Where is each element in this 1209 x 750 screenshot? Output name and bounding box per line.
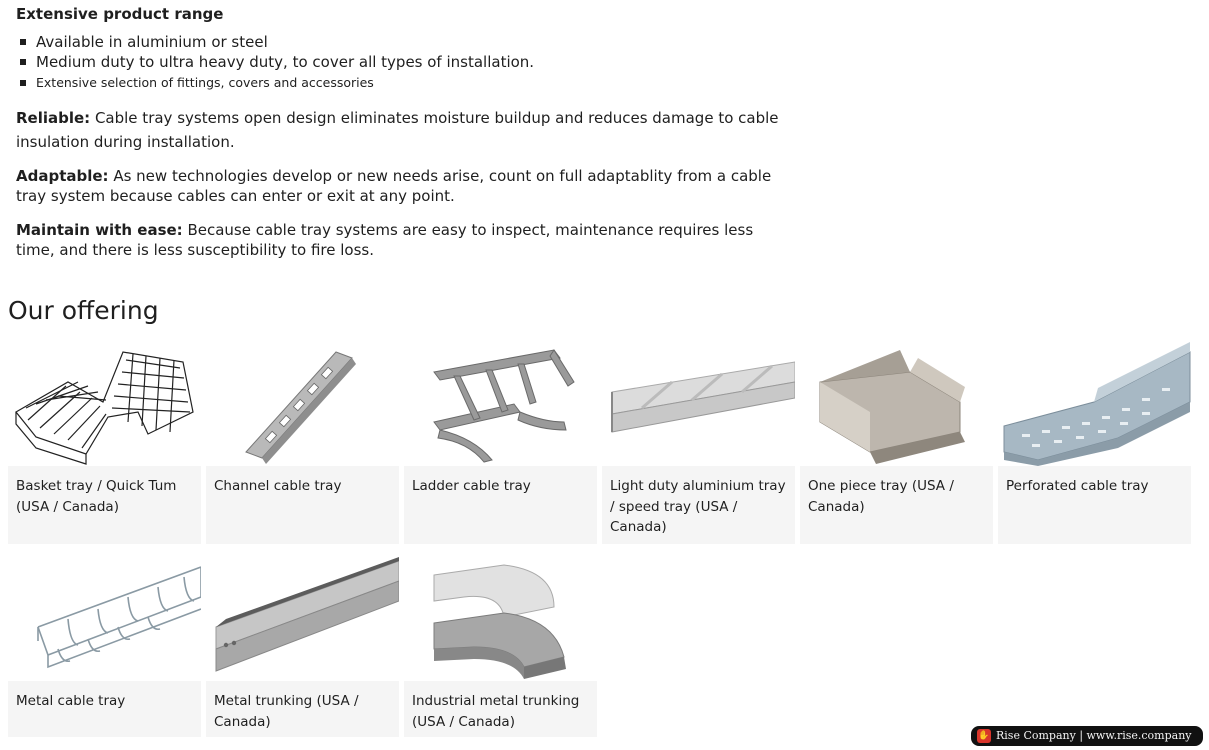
list-item: Extensive selection of fittings, covers and accessories: [16, 72, 791, 94]
list-item: Medium duty to ultra heavy duty, to cover all types of installation.: [16, 52, 791, 72]
reliable-paragraph: [16, 106, 791, 154]
metal-cable-tray-image: [8, 557, 201, 681]
product-label: Light duty aluminium tray / speed tray (USA / Canada): [610, 478, 786, 535]
intro-section: [16, 4, 791, 260]
ladder-tray-image: [404, 342, 597, 466]
light-duty-tray-image: [602, 342, 795, 466]
hand-icon: ✋: [978, 731, 990, 741]
product-card-one-piece-tray[interactable]: [800, 342, 993, 544]
product-card-ladder-tray[interactable]: [404, 342, 597, 544]
section-heading: Extensive product range: [16, 5, 224, 23]
paragraph-text: Because cable tray systems are easy to inspect, maintenance requires less time, and there is less susceptibility to fire loss.: [16, 221, 754, 259]
product-label: Metal trunking (USA / Canada): [214, 693, 359, 730]
product-label: Ladder cable tray: [412, 478, 531, 494]
product-label: Channel cable tray: [214, 478, 342, 494]
product-label: One piece tray (USA / Canada): [808, 478, 954, 515]
paragraph-lead: Adaptable:: [16, 167, 109, 185]
industrial-trunking-image: [404, 557, 597, 681]
watermark-badge: [971, 726, 1203, 746]
product-card-metal-trunking[interactable]: [206, 557, 399, 737]
product-card-basket-tray[interactable]: [8, 342, 201, 544]
product-label: Metal cable tray: [16, 693, 126, 709]
basket-tray-image: [8, 342, 201, 466]
perforated-tray-image: [998, 342, 1191, 466]
paragraph-lead: Reliable:: [16, 109, 91, 127]
watermark-text: Rise Company | www.rise.company: [996, 729, 1192, 742]
list-item: Available in aluminium or steel: [16, 32, 791, 52]
product-card-perforated-tray[interactable]: [998, 342, 1191, 544]
product-label: Industrial metal trunking (USA / Canada): [412, 693, 580, 730]
product-label: Perforated cable tray: [1006, 478, 1149, 494]
metal-trunking-image: [206, 557, 399, 681]
product-label: Basket tray / Quick Tum (USA / Canada): [16, 478, 177, 515]
product-card-metal-cable-tray[interactable]: [8, 557, 201, 737]
paragraph-text: Cable tray systems open design eliminates moisture buildup and reduces damage to cable insulation during installation.: [16, 109, 779, 151]
paragraph-text: As new technologies develop or new needs arise, count on full adaptablity from a cable tray system because cables can enter or exit at any point.: [16, 167, 772, 205]
feature-list: [16, 32, 791, 94]
product-card-light-duty-tray[interactable]: [602, 342, 795, 544]
product-card-industrial-trunking[interactable]: [404, 557, 597, 737]
offering-title: Our offering: [8, 296, 159, 325]
channel-tray-image: [206, 342, 399, 466]
paragraph-lead: Maintain with ease:: [16, 221, 183, 239]
product-card-channel-tray[interactable]: [206, 342, 399, 544]
one-piece-tray-image: [800, 342, 993, 466]
adaptable-paragraph: [16, 166, 791, 206]
maintain-paragraph: [16, 220, 791, 260]
